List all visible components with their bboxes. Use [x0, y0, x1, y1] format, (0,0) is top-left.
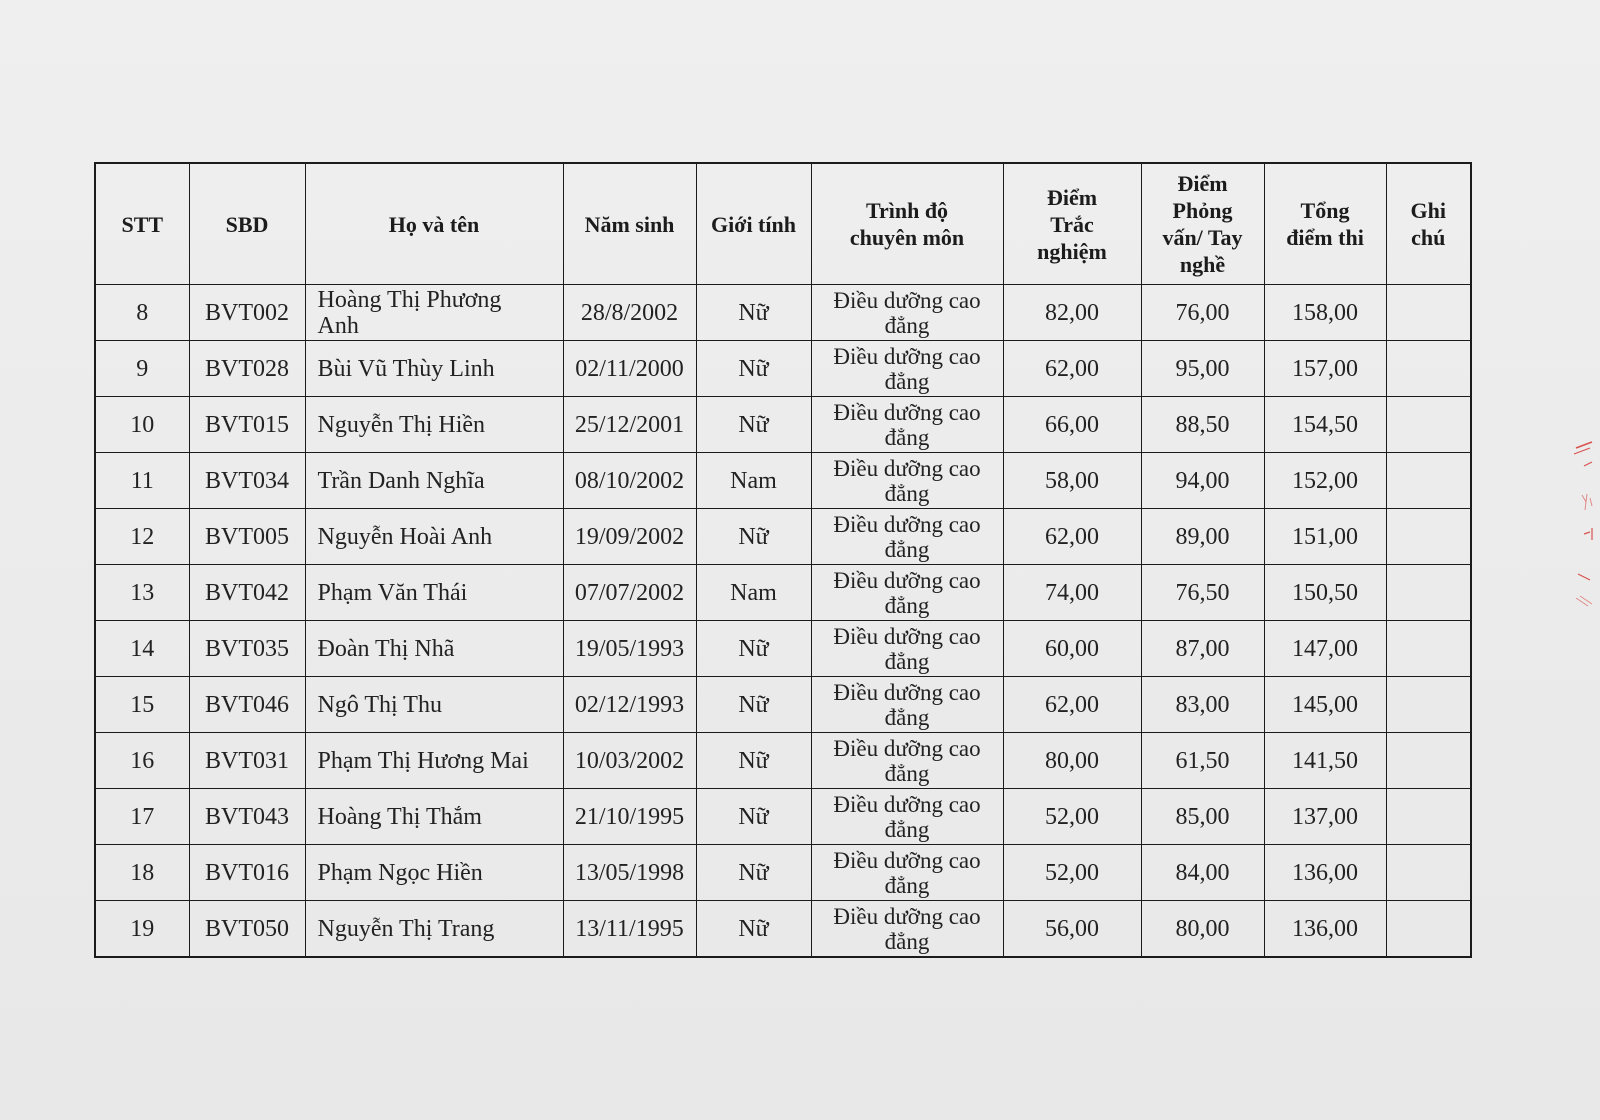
cell-note	[1386, 789, 1471, 845]
cell-stt: 8	[95, 285, 189, 341]
cell-written-score: 52,00	[1003, 845, 1141, 901]
cell-gender: Nam	[696, 453, 811, 509]
table-header	[95, 163, 1471, 285]
cell-stt: 15	[95, 677, 189, 733]
cell-written-score: 82,00	[1003, 285, 1141, 341]
table-row	[95, 845, 1471, 901]
header-written-score: Điểm Trắc nghiệm	[1003, 163, 1141, 285]
cell-written-score: 66,00	[1003, 397, 1141, 453]
header-note: Ghi chú	[1386, 163, 1471, 285]
cell-written-score: 62,00	[1003, 341, 1141, 397]
cell-qualification: Điều dưỡng cao đẳng	[811, 341, 1003, 397]
header-birth-date: Năm sinh	[563, 163, 696, 285]
cell-birth-date: 10/03/2002	[563, 733, 696, 789]
cell-stt: 10	[95, 397, 189, 453]
cell-note	[1386, 733, 1471, 789]
header-interview-score: Điểm Phỏng vấn/ Tay nghề	[1141, 163, 1264, 285]
header-sbd: SBD	[189, 163, 305, 285]
cell-birth-date: 02/11/2000	[563, 341, 696, 397]
table-row	[95, 453, 1471, 509]
cell-gender: Nam	[696, 565, 811, 621]
cell-gender: Nữ	[696, 845, 811, 901]
cell-qualification: Điều dưỡng cao đẳng	[811, 733, 1003, 789]
header-row	[95, 163, 1471, 285]
cell-total-score: 150,50	[1264, 565, 1386, 621]
cell-birth-date: 02/12/1993	[563, 677, 696, 733]
cell-sbd: BVT002	[189, 285, 305, 341]
cell-qualification: Điều dưỡng cao đẳng	[811, 509, 1003, 565]
cell-full-name: Phạm Văn Thái	[305, 565, 563, 621]
cell-sbd: BVT046	[189, 677, 305, 733]
cell-interview-score: 94,00	[1141, 453, 1264, 509]
header-full-name: Họ và tên	[305, 163, 563, 285]
cell-interview-score: 76,50	[1141, 565, 1264, 621]
cell-sbd: BVT015	[189, 397, 305, 453]
cell-sbd: BVT043	[189, 789, 305, 845]
cell-stt: 9	[95, 341, 189, 397]
cell-note	[1386, 341, 1471, 397]
cell-total-score: 136,00	[1264, 845, 1386, 901]
cell-written-score: 60,00	[1003, 621, 1141, 677]
cell-full-name: Hoàng Thị Thắm	[305, 789, 563, 845]
header-qualification: Trình độ chuyên môn	[811, 163, 1003, 285]
header-gender: Giới tính	[696, 163, 811, 285]
cell-stt: 11	[95, 453, 189, 509]
header-stt: STT	[95, 163, 189, 285]
cell-note	[1386, 453, 1471, 509]
table-row	[95, 285, 1471, 341]
cell-gender: Nữ	[696, 397, 811, 453]
cell-birth-date: 19/09/2002	[563, 509, 696, 565]
cell-sbd: BVT042	[189, 565, 305, 621]
table-row	[95, 565, 1471, 621]
cell-total-score: 152,00	[1264, 453, 1386, 509]
cell-written-score: 74,00	[1003, 565, 1141, 621]
cell-birth-date: 08/10/2002	[563, 453, 696, 509]
cell-sbd: BVT035	[189, 621, 305, 677]
header-total-score: Tổng điểm thi	[1264, 163, 1386, 285]
cell-interview-score: 89,00	[1141, 509, 1264, 565]
cell-qualification: Điều dưỡng cao đẳng	[811, 677, 1003, 733]
cell-sbd: BVT031	[189, 733, 305, 789]
table-row	[95, 901, 1471, 958]
cell-interview-score: 80,00	[1141, 901, 1264, 958]
table-row	[95, 509, 1471, 565]
cell-stt: 13	[95, 565, 189, 621]
cell-written-score: 56,00	[1003, 901, 1141, 958]
cell-gender: Nữ	[696, 509, 811, 565]
cell-interview-score: 87,00	[1141, 621, 1264, 677]
cell-qualification: Điều dưỡng cao đẳng	[811, 565, 1003, 621]
cell-interview-score: 95,00	[1141, 341, 1264, 397]
cell-stt: 12	[95, 509, 189, 565]
cell-full-name: Nguyễn Thị Trang	[305, 901, 563, 958]
cell-birth-date: 25/12/2001	[563, 397, 696, 453]
cell-qualification: Điều dưỡng cao đẳng	[811, 285, 1003, 341]
cell-total-score: 141,50	[1264, 733, 1386, 789]
cell-interview-score: 76,00	[1141, 285, 1264, 341]
cell-written-score: 58,00	[1003, 453, 1141, 509]
cell-note	[1386, 565, 1471, 621]
cell-birth-date: 21/10/1995	[563, 789, 696, 845]
cell-qualification: Điều dưỡng cao đẳng	[811, 845, 1003, 901]
cell-stt: 17	[95, 789, 189, 845]
cell-full-name: Phạm Ngọc Hiền	[305, 845, 563, 901]
cell-full-name: Nguyễn Thị Hiền	[305, 397, 563, 453]
cell-total-score: 158,00	[1264, 285, 1386, 341]
cell-full-name: Trần Danh Nghĩa	[305, 453, 563, 509]
cell-stt: 16	[95, 733, 189, 789]
cell-interview-score: 61,50	[1141, 733, 1264, 789]
cell-full-name: Ngô Thị Thu	[305, 677, 563, 733]
table-row	[95, 677, 1471, 733]
cell-full-name: Đoàn Thị Nhã	[305, 621, 563, 677]
cell-written-score: 62,00	[1003, 677, 1141, 733]
cell-birth-date: 07/07/2002	[563, 565, 696, 621]
exam-results-table	[94, 162, 1472, 958]
cell-total-score: 137,00	[1264, 789, 1386, 845]
cell-stt: 14	[95, 621, 189, 677]
cell-qualification: Điều dưỡng cao đẳng	[811, 901, 1003, 958]
cell-sbd: BVT034	[189, 453, 305, 509]
cell-interview-score: 85,00	[1141, 789, 1264, 845]
cell-qualification: Điều dưỡng cao đẳng	[811, 621, 1003, 677]
cell-stt: 19	[95, 901, 189, 958]
cell-interview-score: 84,00	[1141, 845, 1264, 901]
cell-gender: Nữ	[696, 341, 811, 397]
cell-note	[1386, 509, 1471, 565]
cell-qualification: Điều dưỡng cao đẳng	[811, 453, 1003, 509]
cell-stt: 18	[95, 845, 189, 901]
cell-gender: Nữ	[696, 285, 811, 341]
cell-birth-date: 28/8/2002	[563, 285, 696, 341]
cell-interview-score: 88,50	[1141, 397, 1264, 453]
cell-gender: Nữ	[696, 901, 811, 958]
cell-gender: Nữ	[696, 789, 811, 845]
cell-total-score: 157,00	[1264, 341, 1386, 397]
cell-note	[1386, 621, 1471, 677]
cell-written-score: 52,00	[1003, 789, 1141, 845]
cell-qualification: Điều dưỡng cao đẳng	[811, 397, 1003, 453]
cell-birth-date: 13/11/1995	[563, 901, 696, 958]
red-stamp-fragment	[1570, 440, 1600, 620]
cell-total-score: 136,00	[1264, 901, 1386, 958]
cell-written-score: 80,00	[1003, 733, 1141, 789]
cell-note	[1386, 677, 1471, 733]
cell-qualification: Điều dưỡng cao đẳng	[811, 789, 1003, 845]
cell-total-score: 145,00	[1264, 677, 1386, 733]
cell-full-name: Phạm Thị Hương Mai	[305, 733, 563, 789]
cell-gender: Nữ	[696, 733, 811, 789]
cell-full-name: Nguyễn Hoài Anh	[305, 509, 563, 565]
table-row	[95, 789, 1471, 845]
cell-total-score: 154,50	[1264, 397, 1386, 453]
cell-sbd: BVT028	[189, 341, 305, 397]
table-body	[95, 285, 1471, 958]
cell-sbd: BVT016	[189, 845, 305, 901]
table-row	[95, 341, 1471, 397]
cell-gender: Nữ	[696, 677, 811, 733]
cell-note	[1386, 901, 1471, 958]
cell-sbd: BVT050	[189, 901, 305, 958]
cell-note	[1386, 845, 1471, 901]
cell-gender: Nữ	[696, 621, 811, 677]
cell-note	[1386, 285, 1471, 341]
cell-total-score: 147,00	[1264, 621, 1386, 677]
table-row	[95, 733, 1471, 789]
cell-birth-date: 13/05/1998	[563, 845, 696, 901]
table-row	[95, 621, 1471, 677]
cell-birth-date: 19/05/1993	[563, 621, 696, 677]
cell-full-name: Hoàng Thị Phương Anh	[305, 285, 563, 341]
cell-total-score: 151,00	[1264, 509, 1386, 565]
cell-sbd: BVT005	[189, 509, 305, 565]
cell-full-name: Bùi Vũ Thùy Linh	[305, 341, 563, 397]
cell-interview-score: 83,00	[1141, 677, 1264, 733]
table-row	[95, 397, 1471, 453]
cell-written-score: 62,00	[1003, 509, 1141, 565]
cell-note	[1386, 397, 1471, 453]
